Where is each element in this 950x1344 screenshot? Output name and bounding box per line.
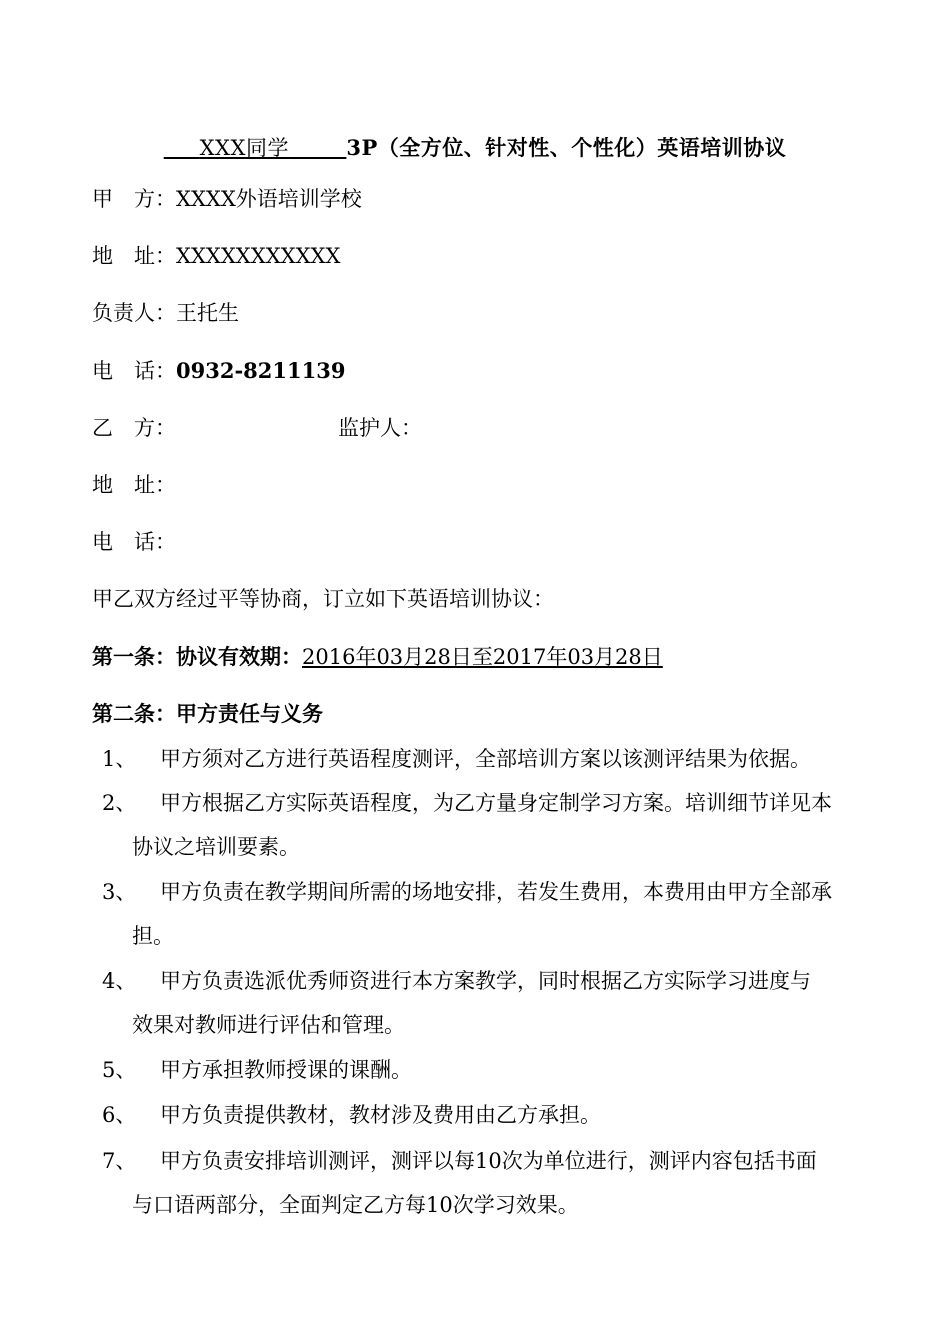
phone-a-line — [92, 360, 345, 382]
duty-item-number: 3、 — [102, 880, 137, 904]
duty-item-4 — [92, 959, 862, 1047]
address-b-line — [92, 475, 176, 496]
duty-item-number: 4、 — [102, 969, 137, 993]
party-b-label: 乙 方： — [92, 416, 176, 440]
duty-item-text-continued: 效果对教师进行评估和管理。 — [132, 1013, 405, 1037]
duty-item-number: 2、 — [102, 791, 137, 815]
article-1-validity-dates: 2016年03月28日至2017年03月28日 — [302, 645, 663, 669]
duty-item-1 — [92, 737, 862, 781]
phone-a-label: 电 话： — [92, 359, 176, 383]
duty-item-number: 6、 — [102, 1103, 137, 1127]
party-a-line — [92, 189, 362, 210]
phone-b-label: 电 话： — [92, 530, 176, 554]
duty-item-number: 7、 — [102, 1149, 137, 1173]
responsible-value: 王托生 — [176, 301, 239, 325]
intro-paragraph: 甲乙双方经过平等协商，订立如下英语培训协议： — [92, 587, 554, 611]
duty-item-text: 甲方承担教师授课的课酬。 — [160, 1058, 412, 1082]
guardian-line — [338, 418, 422, 439]
phone-a-value: 0932-8211139 — [176, 358, 346, 383]
duty-item-text: 甲方须对乙方进行英语程度测评，全部培训方案以该测评结果为依据。 — [160, 747, 811, 771]
document-title — [0, 132, 950, 162]
title-main: 3P（全方位、针对性、个性化）英语培训协议 — [346, 135, 787, 160]
duty-item-text: 甲方负责在教学期间所需的场地安排，若发生费用，本费用由甲方全部承 — [160, 880, 832, 904]
duty-item-7 — [92, 1139, 862, 1227]
duty-item-text: 甲方负责选派优秀师资进行本方案教学，同时根据乙方实际学习进度与 — [160, 969, 811, 993]
duty-item-text-continued: 与口语两部分，全面判定乙方每10次学习效果。 — [132, 1193, 579, 1217]
duty-item-text: 甲方负责安排培训测评，测评以每10次为单位进行，测评内容包括书面 — [160, 1149, 817, 1173]
duty-item-number: 1、 — [102, 747, 137, 771]
address-a-value: XXXXXXXXXXX — [176, 244, 341, 268]
duty-item-5 — [92, 1048, 862, 1092]
party-a-value: XXXX外语培训学校 — [176, 187, 362, 211]
article-1-heading: 第一条：协议有效期： — [92, 644, 302, 669]
party-a-label: 甲 方： — [92, 187, 176, 211]
title-student-name: XXX同学 — [199, 136, 289, 160]
address-b-label: 地 址： — [92, 473, 176, 497]
article-1 — [92, 646, 663, 668]
duty-item-6 — [92, 1093, 862, 1137]
duty-item-text: 甲方根据乙方实际英语程度，为乙方量身定制学习方案。培训细节详见本 — [160, 791, 832, 815]
phone-b-line — [92, 532, 176, 553]
duty-item-text-continued: 担。 — [132, 924, 174, 948]
responsible-label: 负责人： — [92, 301, 176, 325]
article-2-heading: 第二条：甲方责任与义务 — [92, 701, 323, 726]
address-a-line — [92, 246, 340, 267]
duty-item-number: 5、 — [102, 1058, 137, 1082]
duty-item-text: 甲方负责提供教材，教材涉及费用由乙方承担。 — [160, 1103, 601, 1127]
party-b-line — [92, 418, 176, 439]
guardian-label: 监护人： — [338, 416, 422, 440]
responsible-line — [92, 303, 239, 324]
duty-item-2 — [92, 781, 862, 869]
duty-item-3 — [92, 870, 862, 958]
duty-item-text-continued: 协议之培训要素。 — [132, 835, 300, 859]
address-a-label: 地 址： — [92, 244, 176, 268]
